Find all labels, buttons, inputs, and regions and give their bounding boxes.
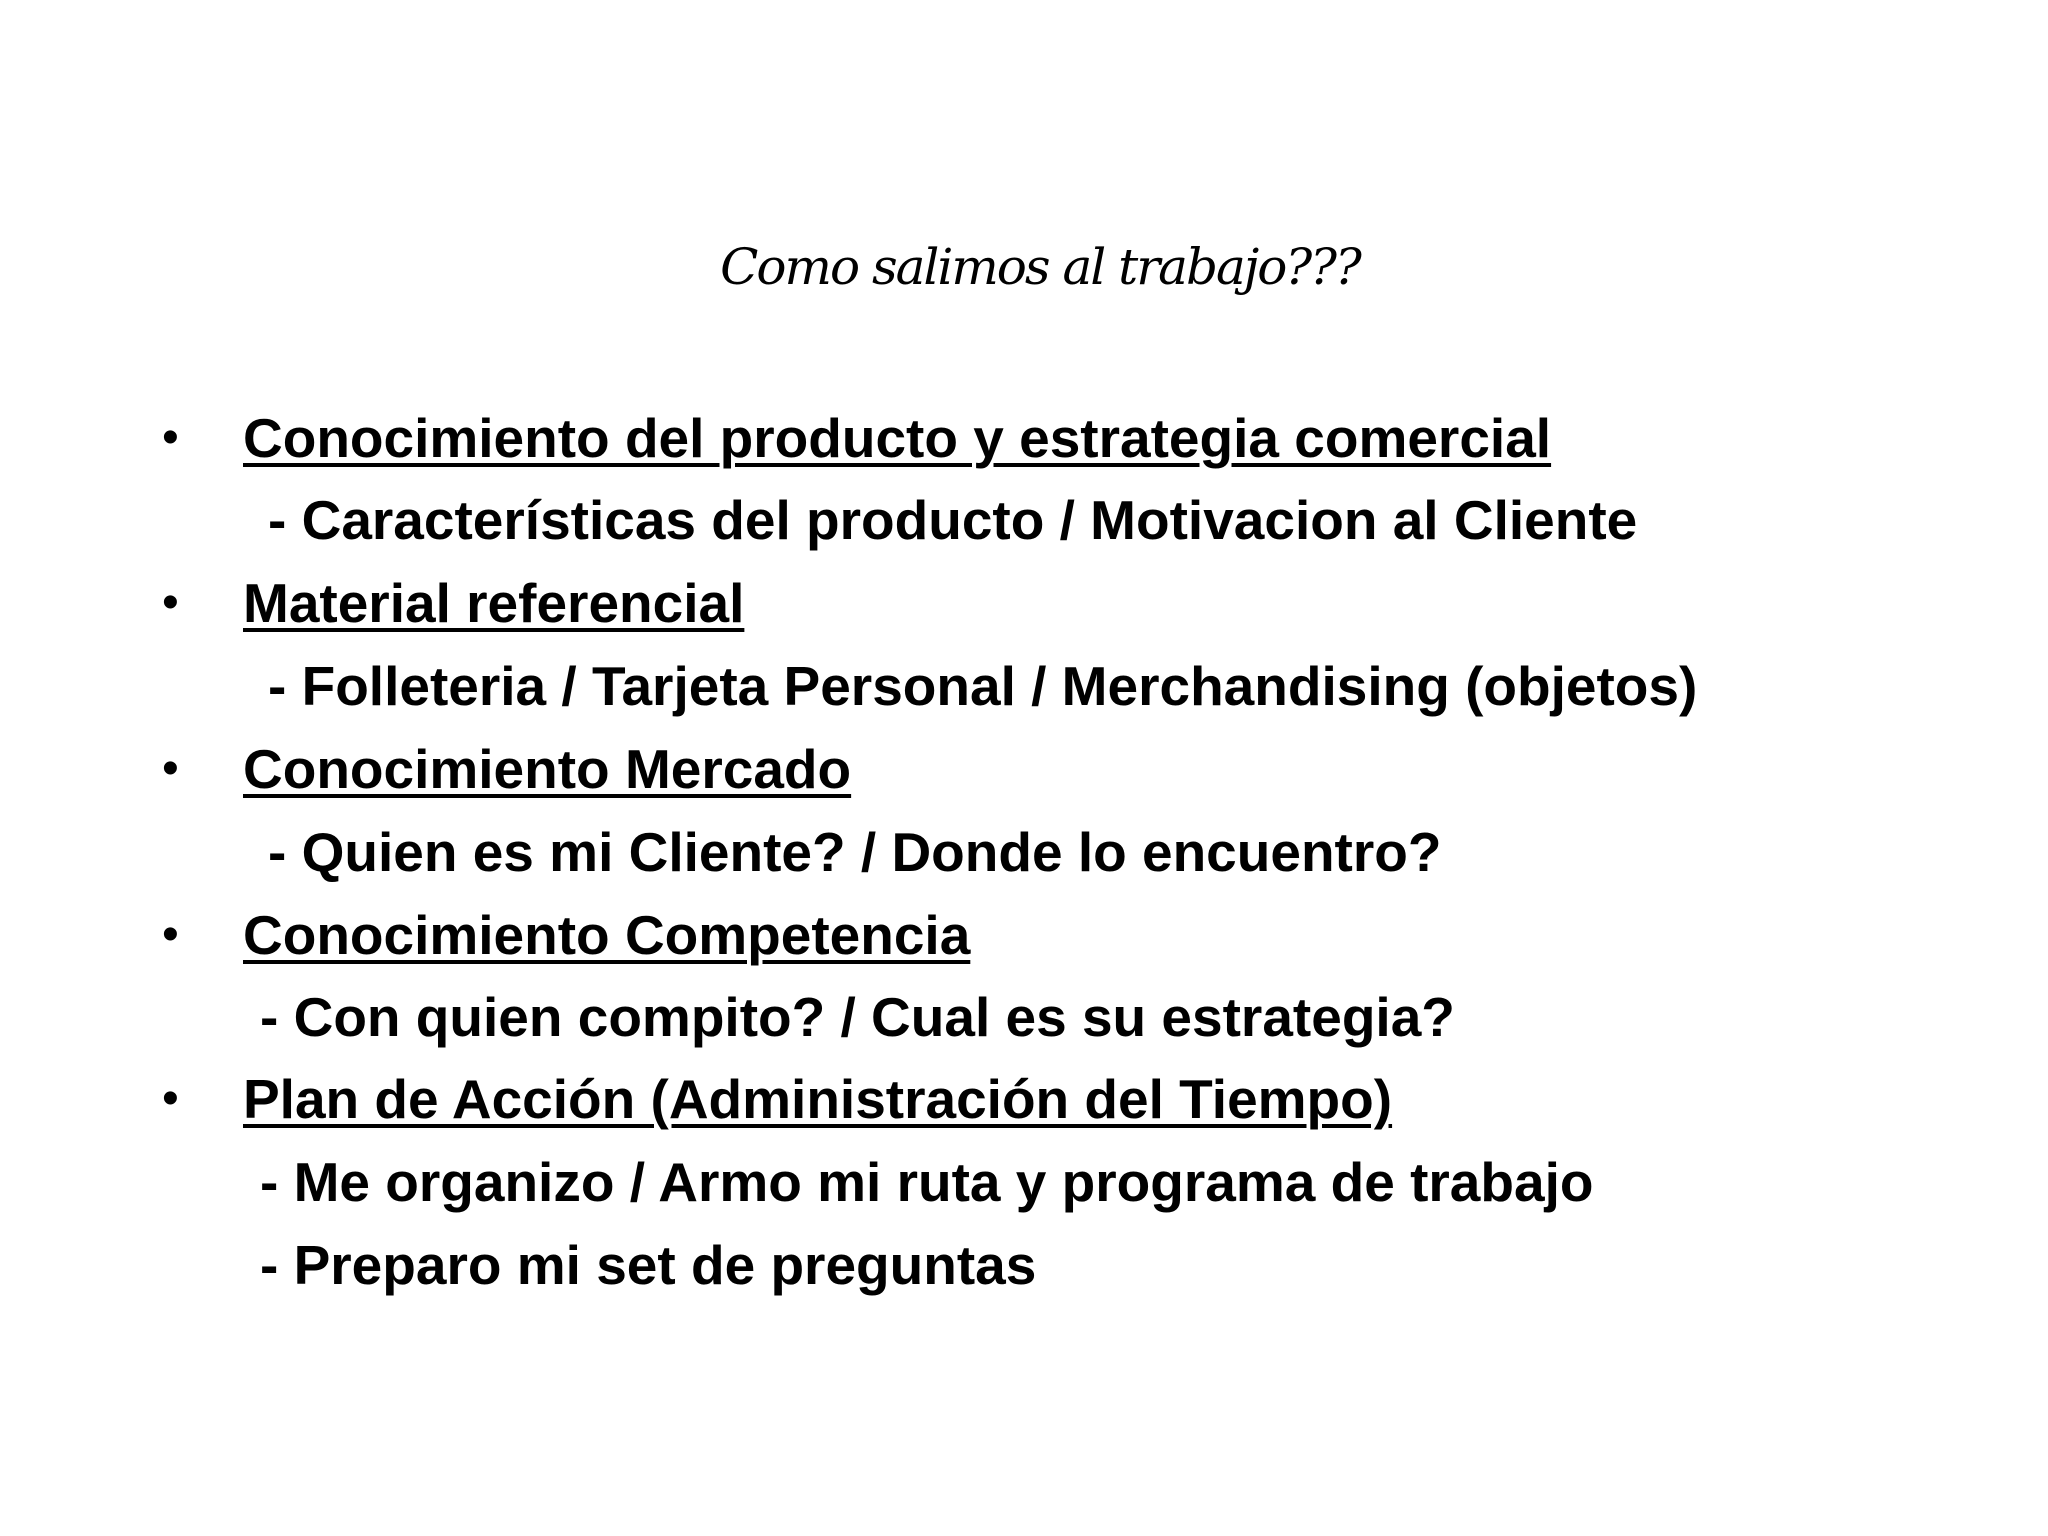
bullet-heading-reference-material: Material referencial (243, 572, 745, 634)
bullet-detail: - Con quien compito? / Cual es su estrategia? (260, 986, 1455, 1048)
bullet-heading-action-plan: Plan de Acción (Administración del Tiempo) (243, 1068, 1393, 1130)
bullet-detail: - Quien es mi Cliente? / Donde lo encuentro? (268, 821, 1442, 883)
bullet-icon: • (162, 908, 179, 961)
bullet-icon: • (162, 576, 179, 629)
bullet-heading-competition-knowledge: Conocimiento Competencia (243, 904, 971, 966)
bullet-detail: - Me organizo / Armo mi ruta y programa de trabajo (260, 1151, 1594, 1213)
bullet-icon: • (162, 1072, 179, 1125)
bullet-heading-product-knowledge: Conocimiento del producto y estrategia comercial (243, 407, 1552, 469)
slide-title: Como salimos al trabajo??? (720, 238, 1360, 296)
bullet-icon: • (162, 742, 179, 795)
bullet-detail: - Características del producto / Motivacion al Cliente (268, 489, 1638, 551)
bullet-heading-market-knowledge: Conocimiento Mercado (243, 738, 852, 800)
bullet-icon: • (162, 411, 179, 464)
bullet-detail: - Folleteria / Tarjeta Personal / Merchandising (objetos) (268, 655, 1698, 717)
bullet-detail: - Preparo mi set de preguntas (260, 1234, 1037, 1296)
